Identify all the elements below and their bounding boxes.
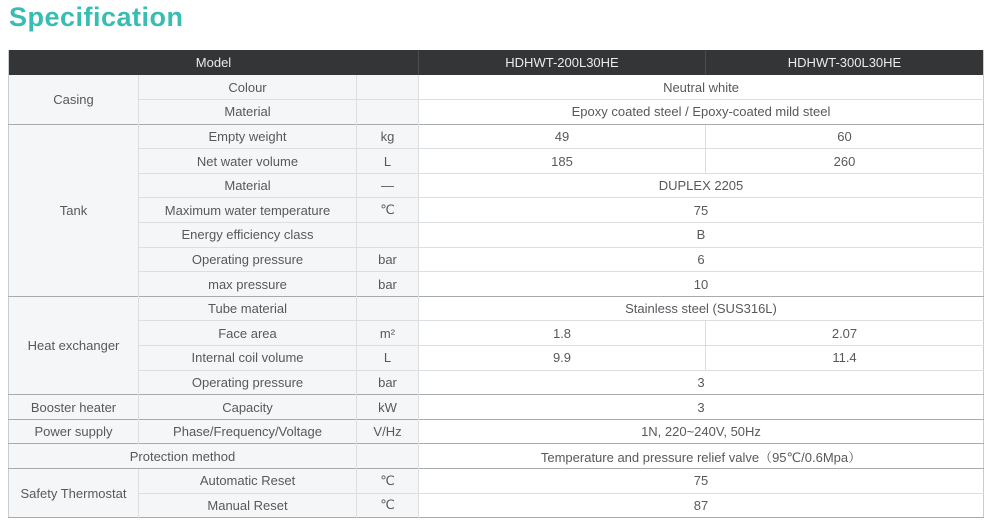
row-power-supply <box>9 419 984 444</box>
row-casing-colour <box>9 75 984 100</box>
value-cell: 75 <box>419 469 984 494</box>
category-protection-method: Protection method <box>9 444 357 469</box>
value-cell: 3 <box>419 395 984 420</box>
unit-cell: bar <box>357 247 419 272</box>
category-power-supply: Power supply <box>9 419 139 444</box>
param-label: Empty weight <box>139 124 357 149</box>
unit-cell <box>357 296 419 321</box>
specification-table <box>8 50 984 518</box>
value-cell: DUPLEX 2205 <box>419 173 984 198</box>
category-safety-thermostat: Safety Thermostat <box>9 469 139 518</box>
unit-cell: V/Hz <box>357 419 419 444</box>
page-title: Specification <box>9 2 184 32</box>
value-model1: 185 <box>419 149 706 174</box>
unit-cell: bar <box>357 272 419 297</box>
value-cell: 1N, 220~240V, 50Hz <box>419 419 984 444</box>
value-model1: 1.8 <box>419 321 706 346</box>
row-tank-material <box>9 173 984 198</box>
model-2-header: HDHWT-300L30HE <box>706 50 984 75</box>
param-label: Tube material <box>139 296 357 321</box>
unit-cell <box>357 444 419 469</box>
row-tank-empty-weight <box>9 124 984 149</box>
value-model1: 9.9 <box>419 346 706 371</box>
value-model2: 260 <box>706 149 984 174</box>
value-cell: 87 <box>419 493 984 518</box>
row-hx-internal-coil-volume <box>9 346 984 371</box>
unit-cell <box>357 75 419 100</box>
param-label: Manual Reset <box>139 493 357 518</box>
row-tank-operating-pressure <box>9 247 984 272</box>
category-tank: Tank <box>9 124 139 296</box>
unit-cell: kg <box>357 124 419 149</box>
category-casing: Casing <box>9 75 139 124</box>
unit-cell: L <box>357 149 419 174</box>
value-model2: 60 <box>706 124 984 149</box>
row-thermostat-manual-reset <box>9 493 984 518</box>
unit-cell <box>357 223 419 248</box>
unit-cell: — <box>357 173 419 198</box>
unit-cell <box>357 100 419 125</box>
value-cell: 10 <box>419 272 984 297</box>
row-tank-net-water-volume <box>9 149 984 174</box>
param-label: Capacity <box>139 395 357 420</box>
param-label: Material <box>139 100 357 125</box>
unit-cell: ℃ <box>357 198 419 223</box>
unit-cell: kW <box>357 395 419 420</box>
param-label: Net water volume <box>139 149 357 174</box>
param-label: Maximum water temperature <box>139 198 357 223</box>
param-label: max pressure <box>139 272 357 297</box>
value-cell: 75 <box>419 198 984 223</box>
unit-cell: ℃ <box>357 469 419 494</box>
row-protection-method <box>9 444 984 469</box>
model-1-header: HDHWT-200L30HE <box>419 50 706 75</box>
model-header-label: Model <box>9 50 419 75</box>
param-label: Material <box>139 173 357 198</box>
row-tank-max-pressure <box>9 272 984 297</box>
param-label: Energy efficiency class <box>139 223 357 248</box>
unit-cell: ℃ <box>357 493 419 518</box>
param-label: Phase/Frequency/Voltage <box>139 419 357 444</box>
param-label: Colour <box>139 75 357 100</box>
row-hx-operating-pressure <box>9 370 984 395</box>
value-cell: Epoxy coated steel / Epoxy-coated mild steel <box>419 100 984 125</box>
param-label: Automatic Reset <box>139 469 357 494</box>
category-booster-heater: Booster heater <box>9 395 139 420</box>
row-tank-energy-efficiency-class <box>9 223 984 248</box>
row-booster-capacity <box>9 395 984 420</box>
value-cell: B <box>419 223 984 248</box>
unit-cell: bar <box>357 370 419 395</box>
row-thermostat-automatic-reset <box>9 469 984 494</box>
table-header-row <box>9 50 984 75</box>
unit-cell: L <box>357 346 419 371</box>
row-casing-material <box>9 100 984 125</box>
value-model2: 2.07 <box>706 321 984 346</box>
value-cell: 6 <box>419 247 984 272</box>
row-hx-face-area <box>9 321 984 346</box>
category-heat-exchanger: Heat exchanger <box>9 296 139 394</box>
value-cell: 3 <box>419 370 984 395</box>
value-model2: 11.4 <box>706 346 984 371</box>
param-label: Internal coil volume <box>139 346 357 371</box>
row-tank-max-water-temperature <box>9 198 984 223</box>
value-cell: Temperature and pressure relief valve（95℃/0.6Mpa） <box>419 444 984 469</box>
value-cell: Neutral white <box>419 75 984 100</box>
param-label: Operating pressure <box>139 370 357 395</box>
row-hx-tube-material <box>9 296 984 321</box>
param-label: Face area <box>139 321 357 346</box>
value-cell: Stainless steel (SUS316L) <box>419 296 984 321</box>
unit-cell: m² <box>357 321 419 346</box>
value-model1: 49 <box>419 124 706 149</box>
param-label: Operating pressure <box>139 247 357 272</box>
